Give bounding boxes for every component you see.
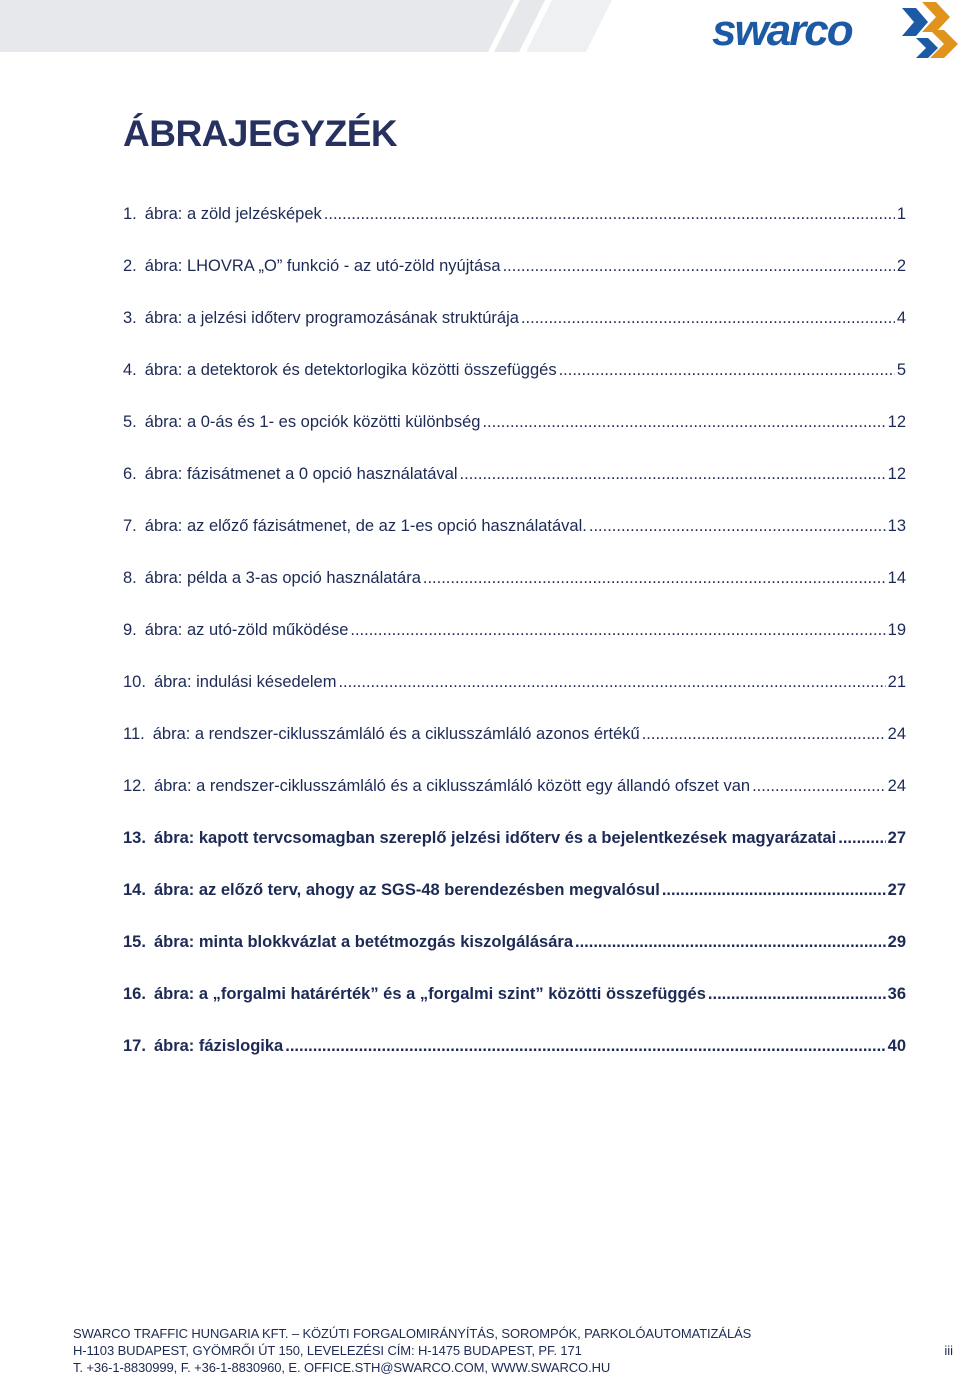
toc-entry[interactable] — [123, 1037, 906, 1089]
toc-leader-dots — [350, 621, 885, 640]
footer-contact-line: T. +36-1-8830999, F. +36-1-8830960, E. OFFICE.STH@SWARCO.COM, WWW.SWARCO.HU — [73, 1360, 611, 1375]
toc-entry-title: ábra: a jelzési időterv programozásának struktúrája — [144, 309, 519, 327]
toc-entry[interactable] — [123, 985, 906, 1037]
toc-entry-page: 12 — [887, 465, 906, 483]
toc-entry[interactable] — [123, 725, 906, 777]
toc-leader-dots — [575, 933, 886, 952]
logo-wordmark: swarco — [712, 6, 852, 55]
toc-entry-page: 27 — [887, 829, 906, 847]
toc-entry-page: 24 — [887, 725, 906, 743]
toc-entry-title: ábra: a rendszer-ciklusszámláló és a ciklusszámláló azonos értékű — [152, 725, 640, 743]
page-number: iii — [944, 1343, 953, 1358]
toc-entry-title: ábra: kapott tervcsomagban szereplő jelzési időterv és a bejelentkezések magyarázatai — [153, 829, 837, 847]
toc-entry[interactable] — [123, 881, 906, 933]
page-title: ÁBRAJEGYZÉK — [123, 113, 398, 154]
toc-entry-page: 21 — [887, 673, 906, 691]
toc-leader-dots — [708, 985, 886, 1004]
toc-entry-number: 17. — [123, 1037, 146, 1055]
footer-address-line: H-1103 BUDAPEST, GYÖMRŐI ÚT 150, LEVELEZÉSI CÍM: H-1475 BUDAPEST, PF. 171 — [73, 1343, 582, 1358]
toc-entry-number: 2. — [123, 257, 137, 275]
toc-entry-number: 1. — [123, 205, 137, 223]
toc-entry-page: 2 — [896, 257, 906, 275]
toc-entry-title: ábra: a 0-ás és 1- es opciók közötti különbség — [144, 413, 481, 431]
toc-entry-number: 4. — [123, 361, 137, 379]
toc-entry-page: 14 — [887, 569, 906, 587]
toc-leader-dots — [503, 257, 895, 276]
toc-entry-number: 5. — [123, 413, 137, 431]
toc-entry-number: 13. — [123, 829, 146, 847]
toc-entry-title: ábra: indulási késedelem — [153, 673, 337, 691]
toc-entry-number: 16. — [123, 985, 146, 1003]
toc-leader-dots — [662, 881, 886, 900]
toc-entry-title: ábra: a „forgalmi határérték” és a „forgalmi szint” közötti összefüggés — [153, 985, 706, 1003]
toc-entry-number: 9. — [123, 621, 137, 639]
toc-entry-number: 14. — [123, 881, 146, 899]
toc-entry-title: ábra: az előző terv, ahogy az SGS-48 berendezésben megvalósul — [153, 881, 660, 899]
toc-entry[interactable] — [123, 517, 906, 569]
toc-entry[interactable] — [123, 361, 906, 413]
toc-leader-dots — [338, 673, 885, 692]
toc-entry-title: ábra: a detektorok és detektorlogika közötti összefüggés — [144, 361, 557, 379]
toc-leader-dots — [324, 205, 895, 224]
toc-entry[interactable] — [123, 205, 906, 257]
toc-entry-number: 6. — [123, 465, 137, 483]
toc-entry-page: 5 — [896, 361, 906, 379]
toc-entry[interactable] — [123, 465, 906, 517]
toc-leader-dots — [838, 829, 885, 848]
toc-leader-dots — [482, 413, 885, 432]
swarco-logo — [708, 0, 960, 62]
toc-entry-page: 29 — [887, 933, 906, 951]
toc-entry-number: 11. — [123, 725, 145, 743]
toc-entry[interactable] — [123, 569, 906, 621]
toc-entry-title: ábra: példa a 3-as opció használatára — [144, 569, 421, 587]
toc-entry-page: 19 — [887, 621, 906, 639]
toc-entry-page: 1 — [896, 205, 906, 223]
toc-entry-page: 12 — [887, 413, 906, 431]
toc-entry-number: 15. — [123, 933, 146, 951]
toc-leader-dots — [460, 465, 886, 484]
toc-entry-number: 10. — [123, 673, 146, 691]
toc-entry[interactable] — [123, 257, 906, 309]
table-of-figures — [123, 205, 906, 1089]
toc-entry-number: 7. — [123, 517, 137, 535]
logo-chevrons-icon — [898, 0, 960, 62]
toc-entry-page: 40 — [887, 1037, 906, 1055]
toc-entry-title: ábra: az utó-zöld működése — [144, 621, 349, 639]
toc-entry-title: ábra: minta blokkvázlat a betétmozgás kiszolgálására — [153, 933, 574, 951]
toc-entry[interactable] — [123, 673, 906, 725]
footer — [73, 1326, 953, 1377]
toc-leader-dots — [423, 569, 886, 588]
toc-leader-dots — [752, 777, 886, 796]
toc-entry-title: ábra: a zöld jelzésképek — [144, 205, 322, 223]
toc-entry-page: 24 — [887, 777, 906, 795]
toc-entry-number: 3. — [123, 309, 137, 327]
toc-leader-dots — [285, 1037, 885, 1056]
toc-entry-title: ábra: az előző fázisátmenet, de az 1-es opció használatával. — [144, 517, 587, 535]
toc-entry-page: 4 — [896, 309, 906, 327]
toc-entry-title: ábra: fázislogika — [153, 1037, 284, 1055]
toc-leader-dots — [521, 309, 895, 328]
toc-entry-page: 36 — [887, 985, 906, 1003]
toc-entry[interactable] — [123, 777, 906, 829]
toc-entry-title: ábra: LHOVRA „O” funkció - az utó-zöld nyújtása — [144, 257, 501, 275]
toc-entry[interactable] — [123, 933, 906, 985]
toc-entry-page: 27 — [887, 881, 906, 899]
toc-leader-dots — [559, 361, 895, 380]
toc-entry[interactable] — [123, 309, 906, 361]
toc-entry-number: 8. — [123, 569, 137, 587]
toc-entry-number: 12. — [123, 777, 146, 795]
toc-entry[interactable] — [123, 829, 906, 881]
toc-entry-title: ábra: a rendszer-ciklusszámláló és a ciklusszámláló között egy állandó ofszet van — [153, 777, 751, 795]
footer-company-line: SWARCO TRAFFIC HUNGARIA KFT. – KÖZÚTI FORGALOMIRÁNYÍTÁS, SOROMPÓK, PARKOLÓAUTOMATIZÁLÁS — [73, 1326, 752, 1341]
toc-entry[interactable] — [123, 621, 906, 673]
toc-entry-title: ábra: fázisátmenet a 0 opció használatával — [144, 465, 458, 483]
toc-entry[interactable] — [123, 413, 906, 465]
toc-leader-dots — [589, 517, 886, 536]
toc-leader-dots — [642, 725, 886, 744]
toc-entry-page: 13 — [887, 517, 906, 535]
